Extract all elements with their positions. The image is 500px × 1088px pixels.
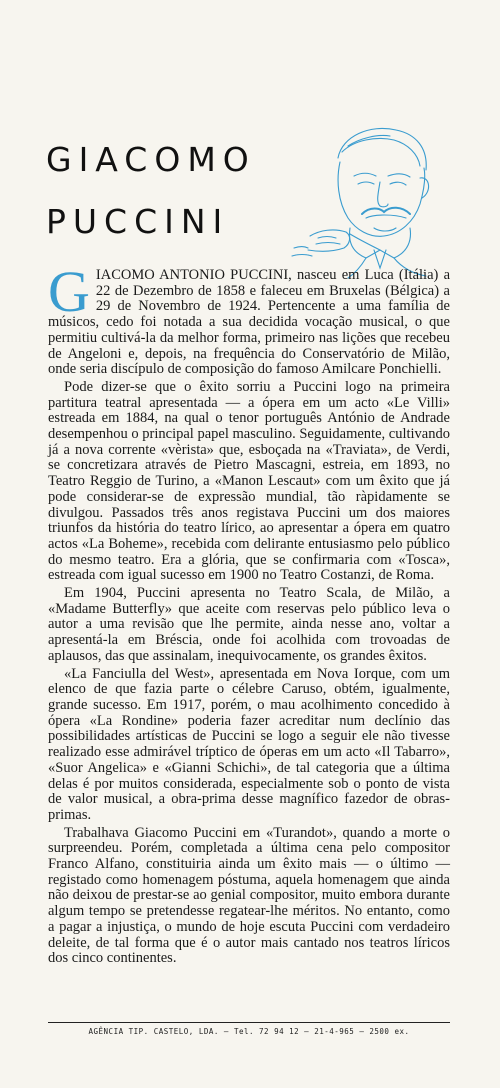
paragraph-1-text: , nasceu em Luca (Itália) a 22 de Dezembro de 1858 e faleceu em Bruxelas (Bélgica) a 29 de Novembro de 1924. Pertencente a uma família de músicos, cedo foi notada a sua decidida vocação musical, o que permitiu cultivá-la da melhor forma, primeiro nas lições que recebeu de Angeloni e, depois, na frequência do Conservatório de Milão, onde seria discípulo de composição do famoso Amilcare Ponchielli. [48,267,451,378]
full-name: IACOMO ANTONIO PUCCINI [95,267,289,283]
paragraph-3: Em 1904, Puccini apresenta no Teatro Scala, de Milão, a «Madame Butterfly» que aceite com reservas pelo público leva o autor a uma revisão que lhe permite, ainda nesse ano, voltar a apresentá-la em Bréscia, onde foi acolhida com trovoadas de aplausos, das que assinalam, inequivocamente, os grandes êxitos. [48,585,450,664]
title-first-name: GIACOMO [46,140,256,179]
biography-text [48,259,451,969]
paragraph-1 [48,259,451,378]
printer-imprint: AGÊNCIA TIP. CASTELO, LDA. — Tel. 72 94 12 — 21-4-965 — 2500 ex. [88,1027,410,1036]
paragraph-4: «La Fanciulla del West», apresentada em Nova Iorque, com um elenco de que fazia parte o célebre Caruso, obtém, igualmente, grande sucesso. Em 1917, porém, o mau acolhimento concedido à ópera «La Rondine» poderia fazer acreditar num declínio das possibilidades artísticas de Puccini se logo a seguir ele não tivesse realizado esse admirável tríptico de óperas em um acto «Il Tabarro», «Suor Angelica» e «Gianni Schichi», de tal categoria que a última delas é por muitos considerada, especialmente sob o ponto de vista de valor musical, a obra-prima desse magnífico fazedor de obras-primas. [48,665,450,823]
paragraph-2: Pode dizer-se que o êxito sorriu a Puccini logo na primeira partitura teatral apresentada — a ópera em um acto «Le Villi» estreada em 1884, na qual o tenor português António de Andrade desempenhou o principal papel masculino. Seguidamente, cultivando já a nova corrente «vèrista» que, esboçada na «Traviata», de Verdi, se concretizara através de Pietro Mascagni, estreia, em 1893, no Teatro Reggio de Turino, a «Manon Lescaut» com um êxito que já pode considerar-se de expressão mundial, tão ràpidamente se divulgou. Passados três anos registava Puccini um dos maiores triunfos da história do teatro lírico, ao apresentar a ópera em quatro actos «La Boheme», recebida com delirante entusiasmo pelo público do mesmo teatro. Era a glória, que se confirmaria com «Tosca», estreada com igual sucesso em 1900 no Teatro Costanzi, de Roma. [48,378,450,584]
title-last-name: PUCCINI [46,202,230,241]
footer-divider [48,1022,450,1023]
paragraph-5: Trabalhava Giacomo Puccini em «Turandot», quando a morte o surpreendeu. Porém, completada a última cena pelo compositor Franco Alfano, constituiria ainda um êxito mais — o último — registado como homenagem póstuma, aquela homenagem que ainda não deixou de prestar-se ao genial compositor, muito embora durante algum tempo se pretendesse regatear-lhe méritos. No entanto, como a pagar a injustiça, o mundo de hoje escuta Puccini com verdadeiro deleite, de tal forma que é o autor mais cantado nos teatros líricos dos cinco continentes. [48,824,450,967]
portrait-illustration [290,118,460,280]
drop-cap: G [48,259,90,324]
